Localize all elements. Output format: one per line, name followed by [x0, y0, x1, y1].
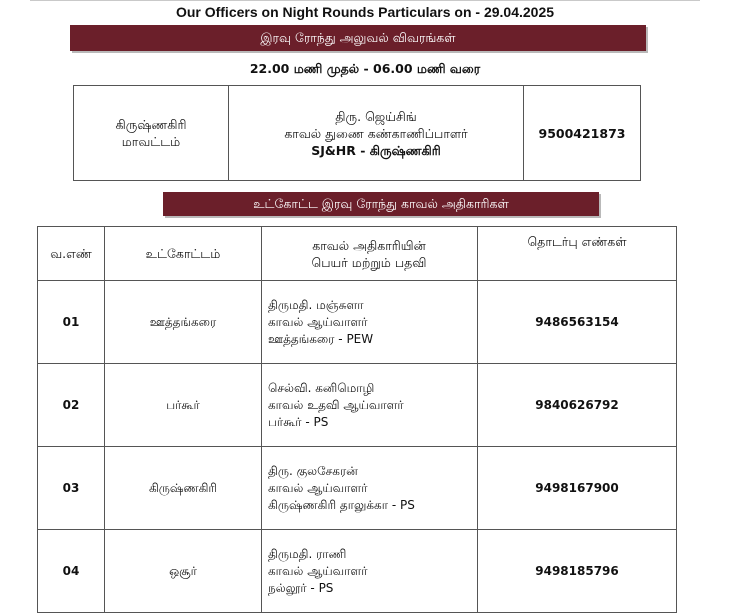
officer-name: திருமதி. ராணி — [268, 546, 347, 561]
row-phone: 9498167900 — [478, 447, 677, 530]
row-officer — [262, 447, 478, 530]
row-subdivision: கிருஷ்ணகிரி — [105, 447, 262, 530]
row-subdivision: ஒசூர் — [105, 530, 262, 613]
district-row — [74, 86, 641, 181]
table-row — [38, 364, 677, 447]
row-subdivision: பர்கூர் — [105, 364, 262, 447]
header-subdivision: உட்கோட்டம் — [105, 227, 262, 281]
timing-text: 22.00 மணி முதல் - 06.00 மணி வரை — [249, 61, 481, 76]
row-serial: 03 — [38, 447, 105, 530]
officer-rank: காவல் உதவி ஆய்வாளர் — [268, 397, 404, 412]
district-officer-name: திரு. ஜெய்சிங் — [335, 108, 417, 124]
district-name-line2: மாவட்டம் — [121, 134, 181, 149]
officer-rank: காவல் ஆய்வாளர் — [268, 480, 368, 495]
district-officer-table — [73, 85, 641, 181]
table-row — [38, 530, 677, 613]
district-officer-unit: SJ&HR - கிருஷ்ணகிரி — [311, 142, 441, 158]
top-divider — [30, 0, 700, 1]
table-row — [38, 281, 677, 364]
row-subdivision: ஊத்தங்கரை — [105, 281, 262, 364]
subdivision-banner: உட்கோட்ட இரவு ரோந்து காவல் அதிகாரிகள் — [163, 192, 599, 216]
district-name-cell — [74, 86, 229, 181]
officer-name: செல்வி. கனிமொழி — [268, 380, 375, 395]
officer-name: திரு. குலசேகரன் — [268, 463, 358, 478]
district-phone-cell: 9500421873 — [524, 86, 641, 181]
officer-station: கிருஷ்ணகிரி தாலுக்கா - PS — [268, 497, 415, 512]
officer-rank: காவல் ஆய்வாளர் — [268, 563, 368, 578]
row-officer — [262, 530, 478, 613]
district-officer-cell — [229, 86, 524, 181]
row-serial: 01 — [38, 281, 105, 364]
header-officer-line1: காவல் அதிகாரியின் — [312, 237, 426, 253]
officer-station: ஊத்தங்கரை - PEW — [268, 331, 374, 346]
row-phone: 9498185796 — [478, 530, 677, 613]
main-banner: இரவு ரோந்து அலுவல் விவரங்கள் — [70, 25, 646, 51]
header-contact: தொடர்பு எண்கள் — [478, 227, 677, 281]
row-officer — [262, 364, 478, 447]
row-officer — [262, 281, 478, 364]
officer-station: பர்கூர் - PS — [268, 414, 329, 429]
district-name-line1: கிருஷ்ணகிரி — [115, 117, 187, 132]
table-row — [38, 447, 677, 530]
row-serial: 02 — [38, 364, 105, 447]
district-officer-rank: காவல் துணை கண்காணிப்பாளர் — [284, 125, 468, 141]
subdivision-officers-table — [37, 226, 677, 613]
header-officer — [262, 227, 478, 281]
officer-station: நல்லூர் - PS — [268, 580, 334, 595]
row-phone: 9486563154 — [478, 281, 677, 364]
officer-name: திருமதி. மஞ்சுளா — [268, 297, 364, 312]
officer-rank: காவல் ஆய்வாளர் — [268, 314, 368, 329]
header-serial: வ.எண் — [38, 227, 105, 281]
table-header-row — [38, 227, 677, 281]
row-phone: 9840626792 — [478, 364, 677, 447]
page-title: Our Officers on Night Rounds Particulars on - 29.04.2025 — [175, 4, 555, 20]
row-serial: 04 — [38, 530, 105, 613]
header-officer-line2: பெயர் மற்றும் பதவி — [311, 254, 427, 270]
